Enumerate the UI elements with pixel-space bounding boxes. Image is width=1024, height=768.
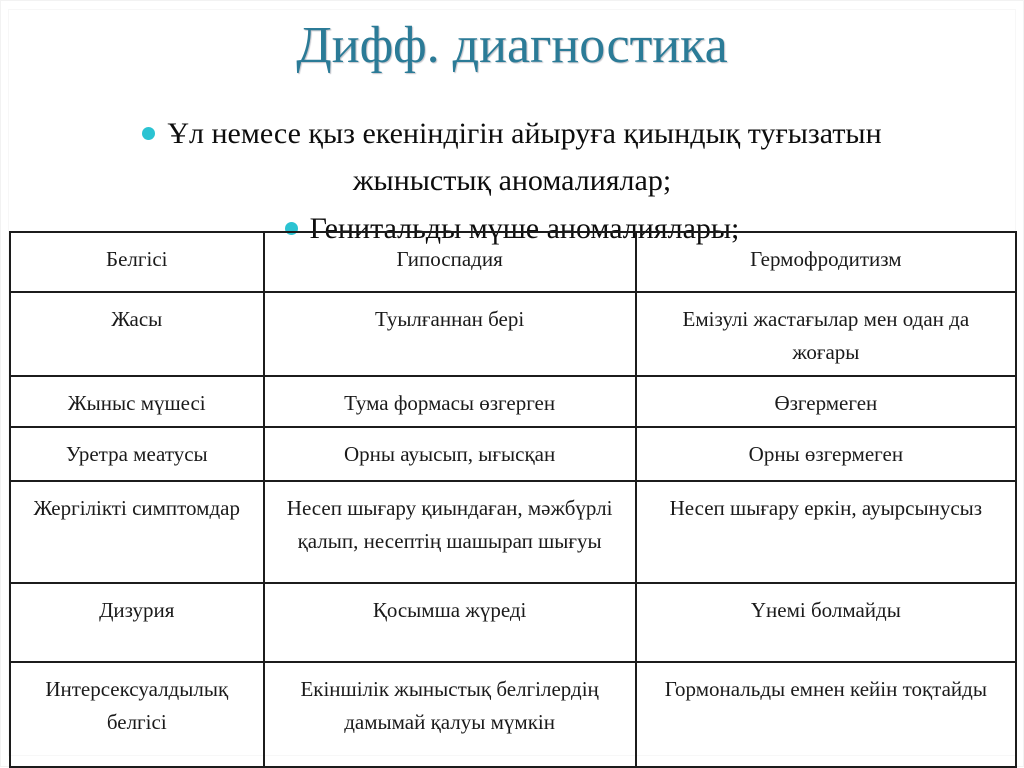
table-cell: Уретра меатусы	[10, 427, 264, 481]
bullet-text: Генитальды мүше аномалиялары;	[309, 211, 740, 245]
column-header: Белгісі	[10, 232, 264, 292]
bullet-dot-icon	[142, 127, 155, 140]
table-cell: Орны өзгермеген	[636, 427, 1016, 481]
page-title: Дифф. диагностика	[296, 17, 728, 74]
table-cell: Несеп шығару еркін, ауырсынусыз	[636, 481, 1016, 583]
table-row	[10, 583, 1016, 662]
table-header-row	[10, 232, 1016, 292]
list-item	[107, 110, 917, 204]
table-cell: Емізулі жастағылар мен одан да жоғары	[636, 292, 1016, 376]
table-cell: Қосымша жүреді	[264, 583, 636, 662]
table-row	[10, 662, 1016, 767]
table-cell: Үнемі болмайды	[636, 583, 1016, 662]
table-row	[10, 376, 1016, 427]
table-cell: Несеп шығару қиындаған, мәжбүрлі қалып, несептің шашырап шығуы	[264, 481, 636, 583]
table-cell: Тума формасы өзгерген	[264, 376, 636, 427]
table-cell: Екіншілік жыныстық белгілердің дамымай қалуы мүмкін	[264, 662, 636, 767]
table-row	[10, 481, 1016, 583]
table-cell: Туылғаннан бері	[264, 292, 636, 376]
diagnostics-table	[9, 231, 1017, 768]
table-row	[10, 292, 1016, 376]
table-cell: Гормональды емнен кейін тоқтайды	[636, 662, 1016, 767]
table-cell: Өзгермеген	[636, 376, 1016, 427]
column-header: Гермофродитизм	[636, 232, 1016, 292]
table-row	[10, 427, 1016, 481]
table-cell: Интерсексуалдылық белгісі	[10, 662, 264, 767]
bullet-text: Ұл немесе қыз екеніндігін айыруға қиындық туғызатын жыныстық аномалиялар;	[167, 116, 882, 197]
table-cell: Дизурия	[10, 583, 264, 662]
table-cell: Жергілікті симптомдар	[10, 481, 264, 583]
table-cell: Жыныс мүшесі	[10, 376, 264, 427]
table-cell: Жасы	[10, 292, 264, 376]
table-cell: Орны ауысып, ығысқан	[264, 427, 636, 481]
column-header: Гипоспадия	[264, 232, 636, 292]
